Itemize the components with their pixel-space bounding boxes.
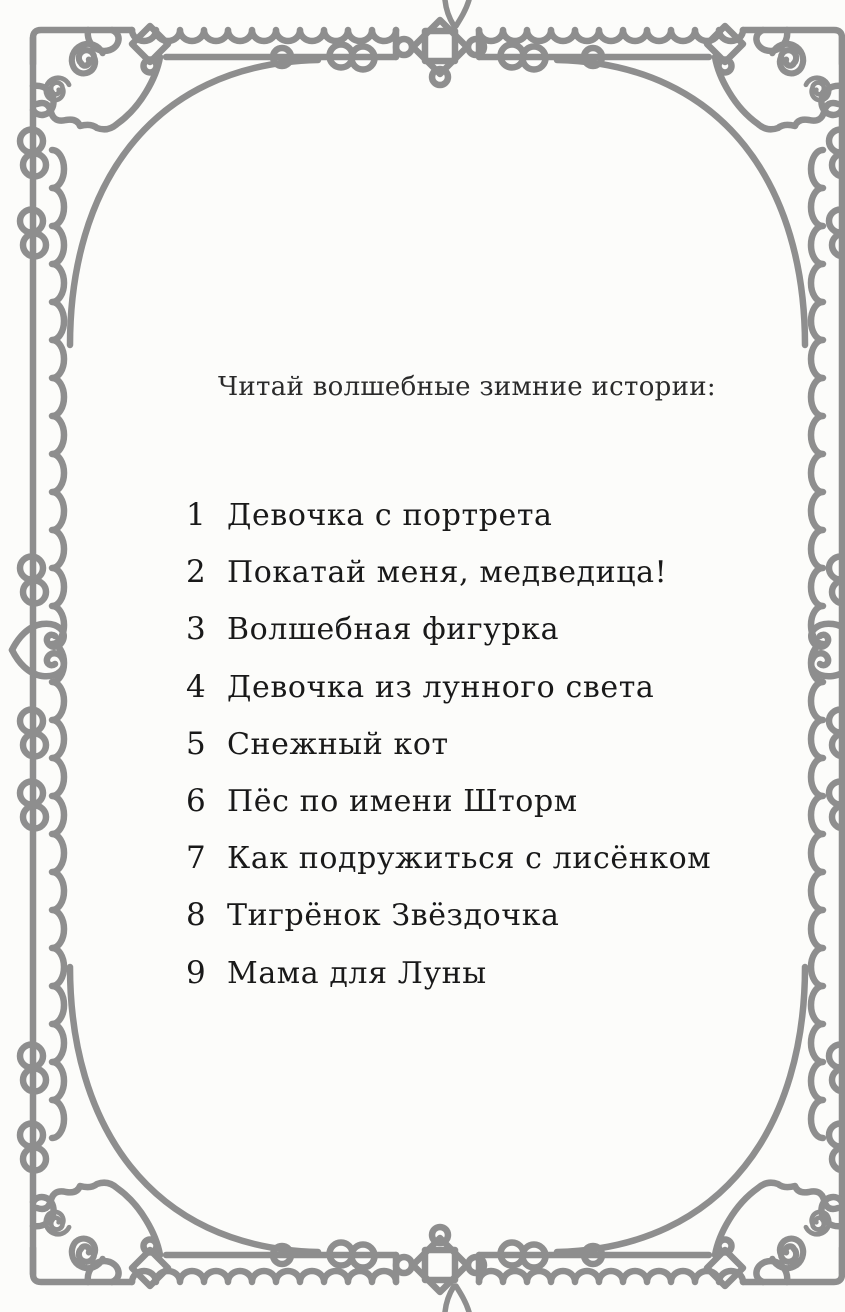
story-list [186,487,711,1002]
story-list-item [186,945,711,1002]
story-number: 9 [186,954,206,991]
story-title: Покатай меня, медведица! [227,555,668,591]
top-scallop-line [132,30,396,41]
story-number: 5 [186,725,206,762]
story-title: Снежный кот [227,726,449,762]
story-list-item [186,716,711,773]
story-number: 7 [186,840,206,877]
corner-heart-spiral-icon [557,967,842,1286]
side-heart-icon [12,624,64,677]
story-title: Пёс по имени Шторм [227,783,578,819]
story-title: Как подружиться с лисёнком [227,841,712,877]
story-title: Мама для Луны [227,955,487,991]
story-number: 3 [186,611,206,648]
story-title: Девочка из лунного света [227,669,655,705]
story-title: Девочка с портрета [227,498,553,533]
story-list-item [186,773,711,830]
bottom-center-knot-icon [396,1227,484,1312]
story-list-item [186,830,711,887]
story-title: Тигрёнок Звёздочка [227,898,560,934]
page-title: Читай волшебные зимние истории: [218,372,716,402]
top-center-knot-icon [396,0,484,85]
corner-heart-spiral-icon [557,26,842,345]
story-list-item [186,659,711,716]
story-title: Волшебная фигурка [227,612,560,648]
story-list-item [186,487,711,544]
top-scallop-line [479,30,743,41]
bottom-scallop-line [479,1271,743,1282]
story-list-item [186,601,711,658]
story-number: 8 [186,897,206,934]
story-number: 4 [186,668,206,705]
story-number: 2 [186,554,206,591]
corner-heart-spiral-icon [33,967,318,1286]
story-number: 6 [186,782,206,819]
corner-heart-spiral-icon [33,26,318,345]
story-list-item [186,544,711,601]
bottom-scallop-line [132,1271,396,1282]
story-number: 1 [186,497,206,533]
story-list-item [186,887,711,944]
